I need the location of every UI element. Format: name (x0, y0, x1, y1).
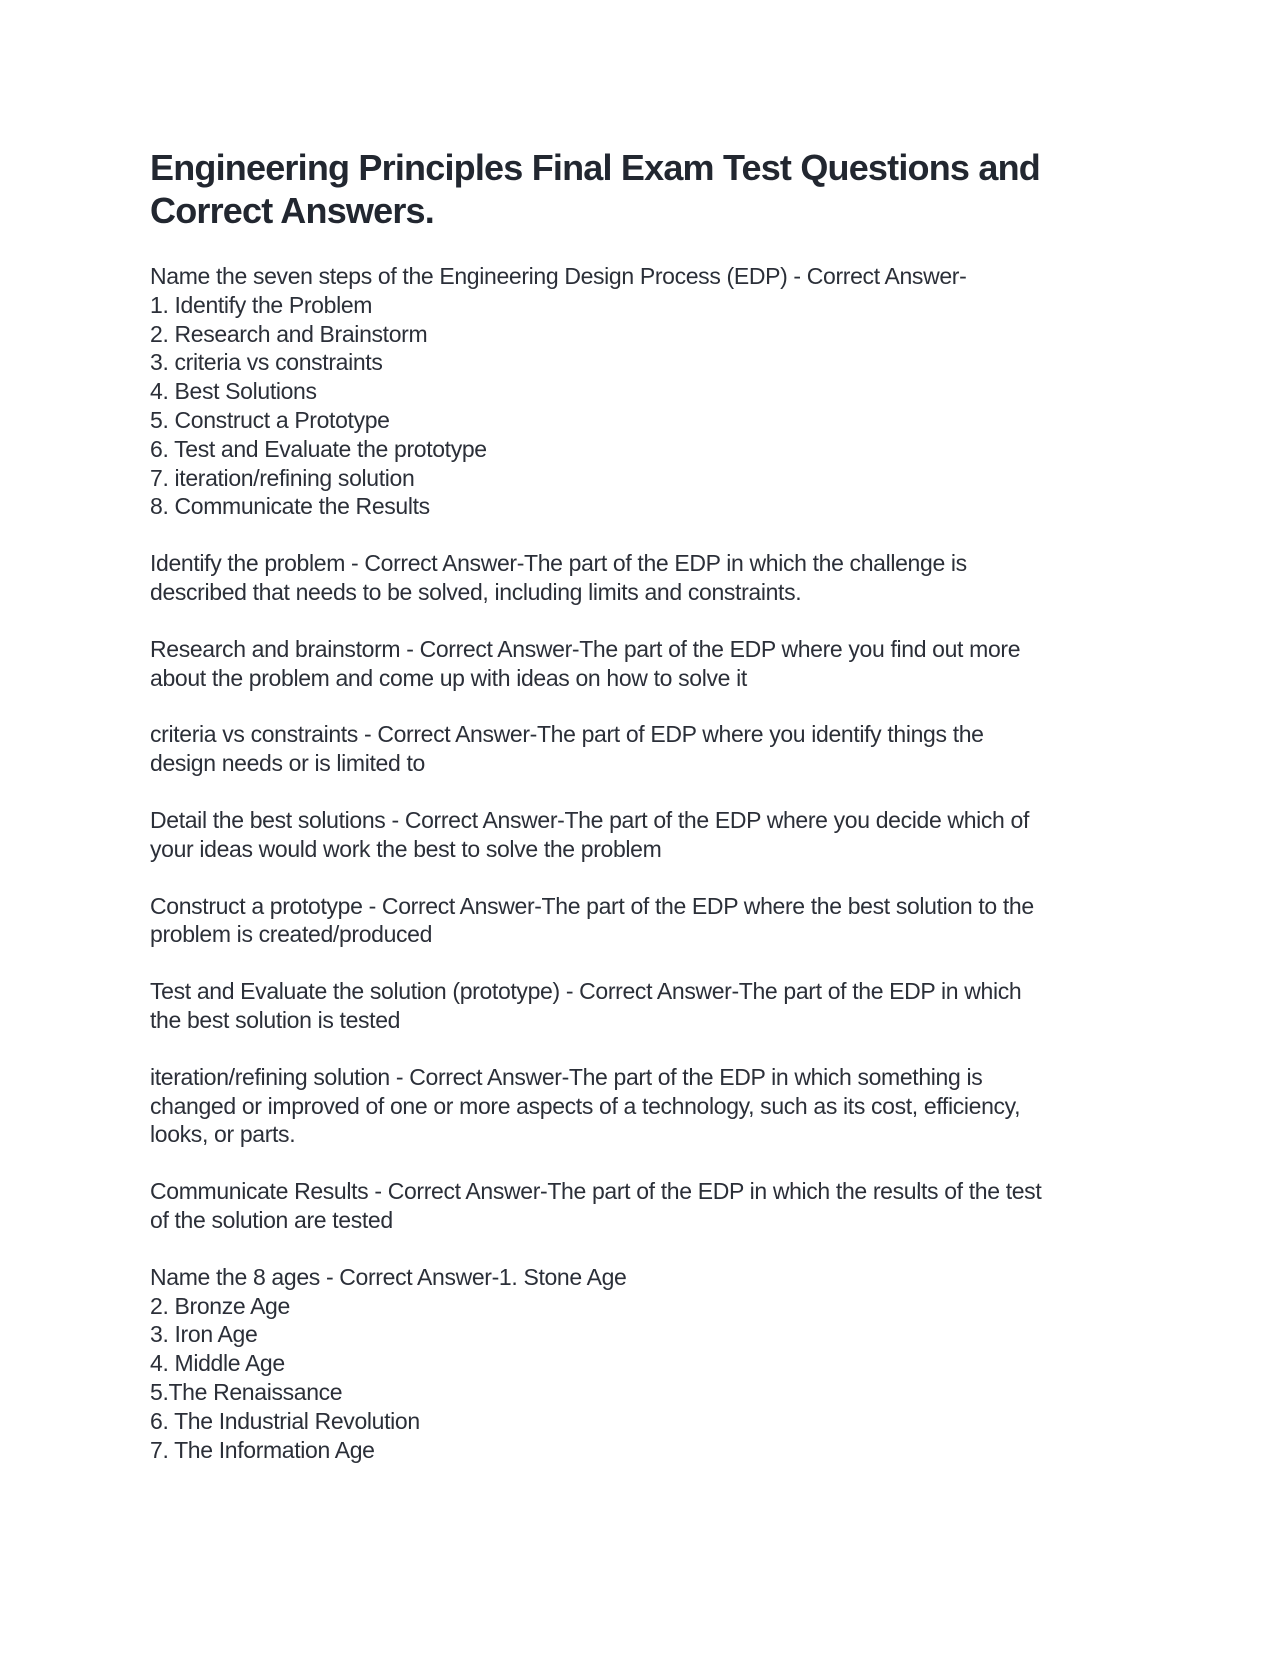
document-page (150, 146, 1140, 1492)
qa-block-identify-problem (150, 549, 1140, 607)
qa-block-research-brainstorm (150, 635, 1140, 693)
qa-block-best-solutions (150, 806, 1140, 864)
title-line-2: Correct Answers. (150, 190, 434, 231)
text-line: problem is created/produced (150, 921, 433, 948)
list-item: 8. Communicate the Results (150, 493, 430, 520)
list-item: 4. Middle Age (150, 1350, 285, 1377)
text-line: Detail the best solutions - Correct Answer-The part of the EDP where you decide which of (150, 806, 1030, 833)
qa-block-criteria-constraints (150, 720, 1140, 778)
list-item: 1. Identify the Problem (150, 291, 373, 318)
list-item: 3. criteria vs constraints (150, 349, 383, 376)
list-item: 4. Best Solutions (150, 378, 317, 405)
text-line: Communicate Results - Correct Answer-The part of the EDP in which the results of the test (150, 1178, 1042, 1205)
list-item: 5.The Renaissance (150, 1378, 343, 1405)
text-line: Test and Evaluate the solution (prototype) - Correct Answer-The part of the EDP in which (150, 978, 1022, 1005)
text-line: your ideas would work the best to solve the problem (150, 835, 662, 862)
text-line: Construct a prototype - Correct Answer-The part of the EDP where the best solution to the (150, 892, 1034, 919)
qa-block-edp-steps (150, 262, 1140, 521)
qa-block-test-evaluate (150, 977, 1140, 1035)
text-line: looks, or parts. (150, 1121, 296, 1148)
list-item: 7. iteration/refining solution (150, 464, 415, 491)
list-item: 6. The Industrial Revolution (150, 1407, 420, 1434)
list-item: 3. Iron Age (150, 1321, 258, 1348)
text-line: criteria vs constraints - Correct Answer-The part of EDP where you identify things the (150, 721, 984, 748)
text-line: the best solution is tested (150, 1006, 401, 1033)
qa-block-construct-prototype (150, 892, 1140, 950)
title-line-1: Engineering Principles Final Exam Test Questions and (150, 147, 1040, 188)
text-line: iteration/refining solution - Correct Answer-The part of the EDP in which something is (150, 1063, 983, 1090)
text-line: about the problem and come up with ideas on how to solve it (150, 664, 747, 691)
qa-block-eight-ages (150, 1263, 1140, 1465)
list-item: 7. The Information Age (150, 1436, 375, 1463)
list-item: 2. Research and Brainstorm (150, 320, 428, 347)
text-line: Name the 8 ages - Correct Answer-1. Stone Age (150, 1263, 627, 1290)
qa-block-iteration (150, 1063, 1140, 1149)
text-line: Name the seven steps of the Engineering Design Process (EDP) - Correct Answer- (150, 263, 967, 289)
qa-block-communicate-results (150, 1177, 1140, 1235)
text-line: Research and brainstorm - Correct Answer-The part of the EDP where you find out more (150, 635, 1021, 662)
text-line: Identify the problem - Correct Answer-The part of the EDP in which the challenge is (150, 550, 967, 577)
text-line: of the solution are tested (150, 1206, 393, 1233)
list-item: 2. Bronze Age (150, 1292, 290, 1319)
list-item: 6. Test and Evaluate the prototype (150, 435, 487, 462)
text-line: described that needs to be solved, including limits and constraints. (150, 578, 802, 605)
text-line: changed or improved of one or more aspects of a technology, such as its cost, efficiency, (150, 1092, 1021, 1119)
document-title (150, 146, 1140, 232)
list-item: 5. Construct a Prototype (150, 406, 390, 433)
text-line: design needs or is limited to (150, 750, 425, 777)
